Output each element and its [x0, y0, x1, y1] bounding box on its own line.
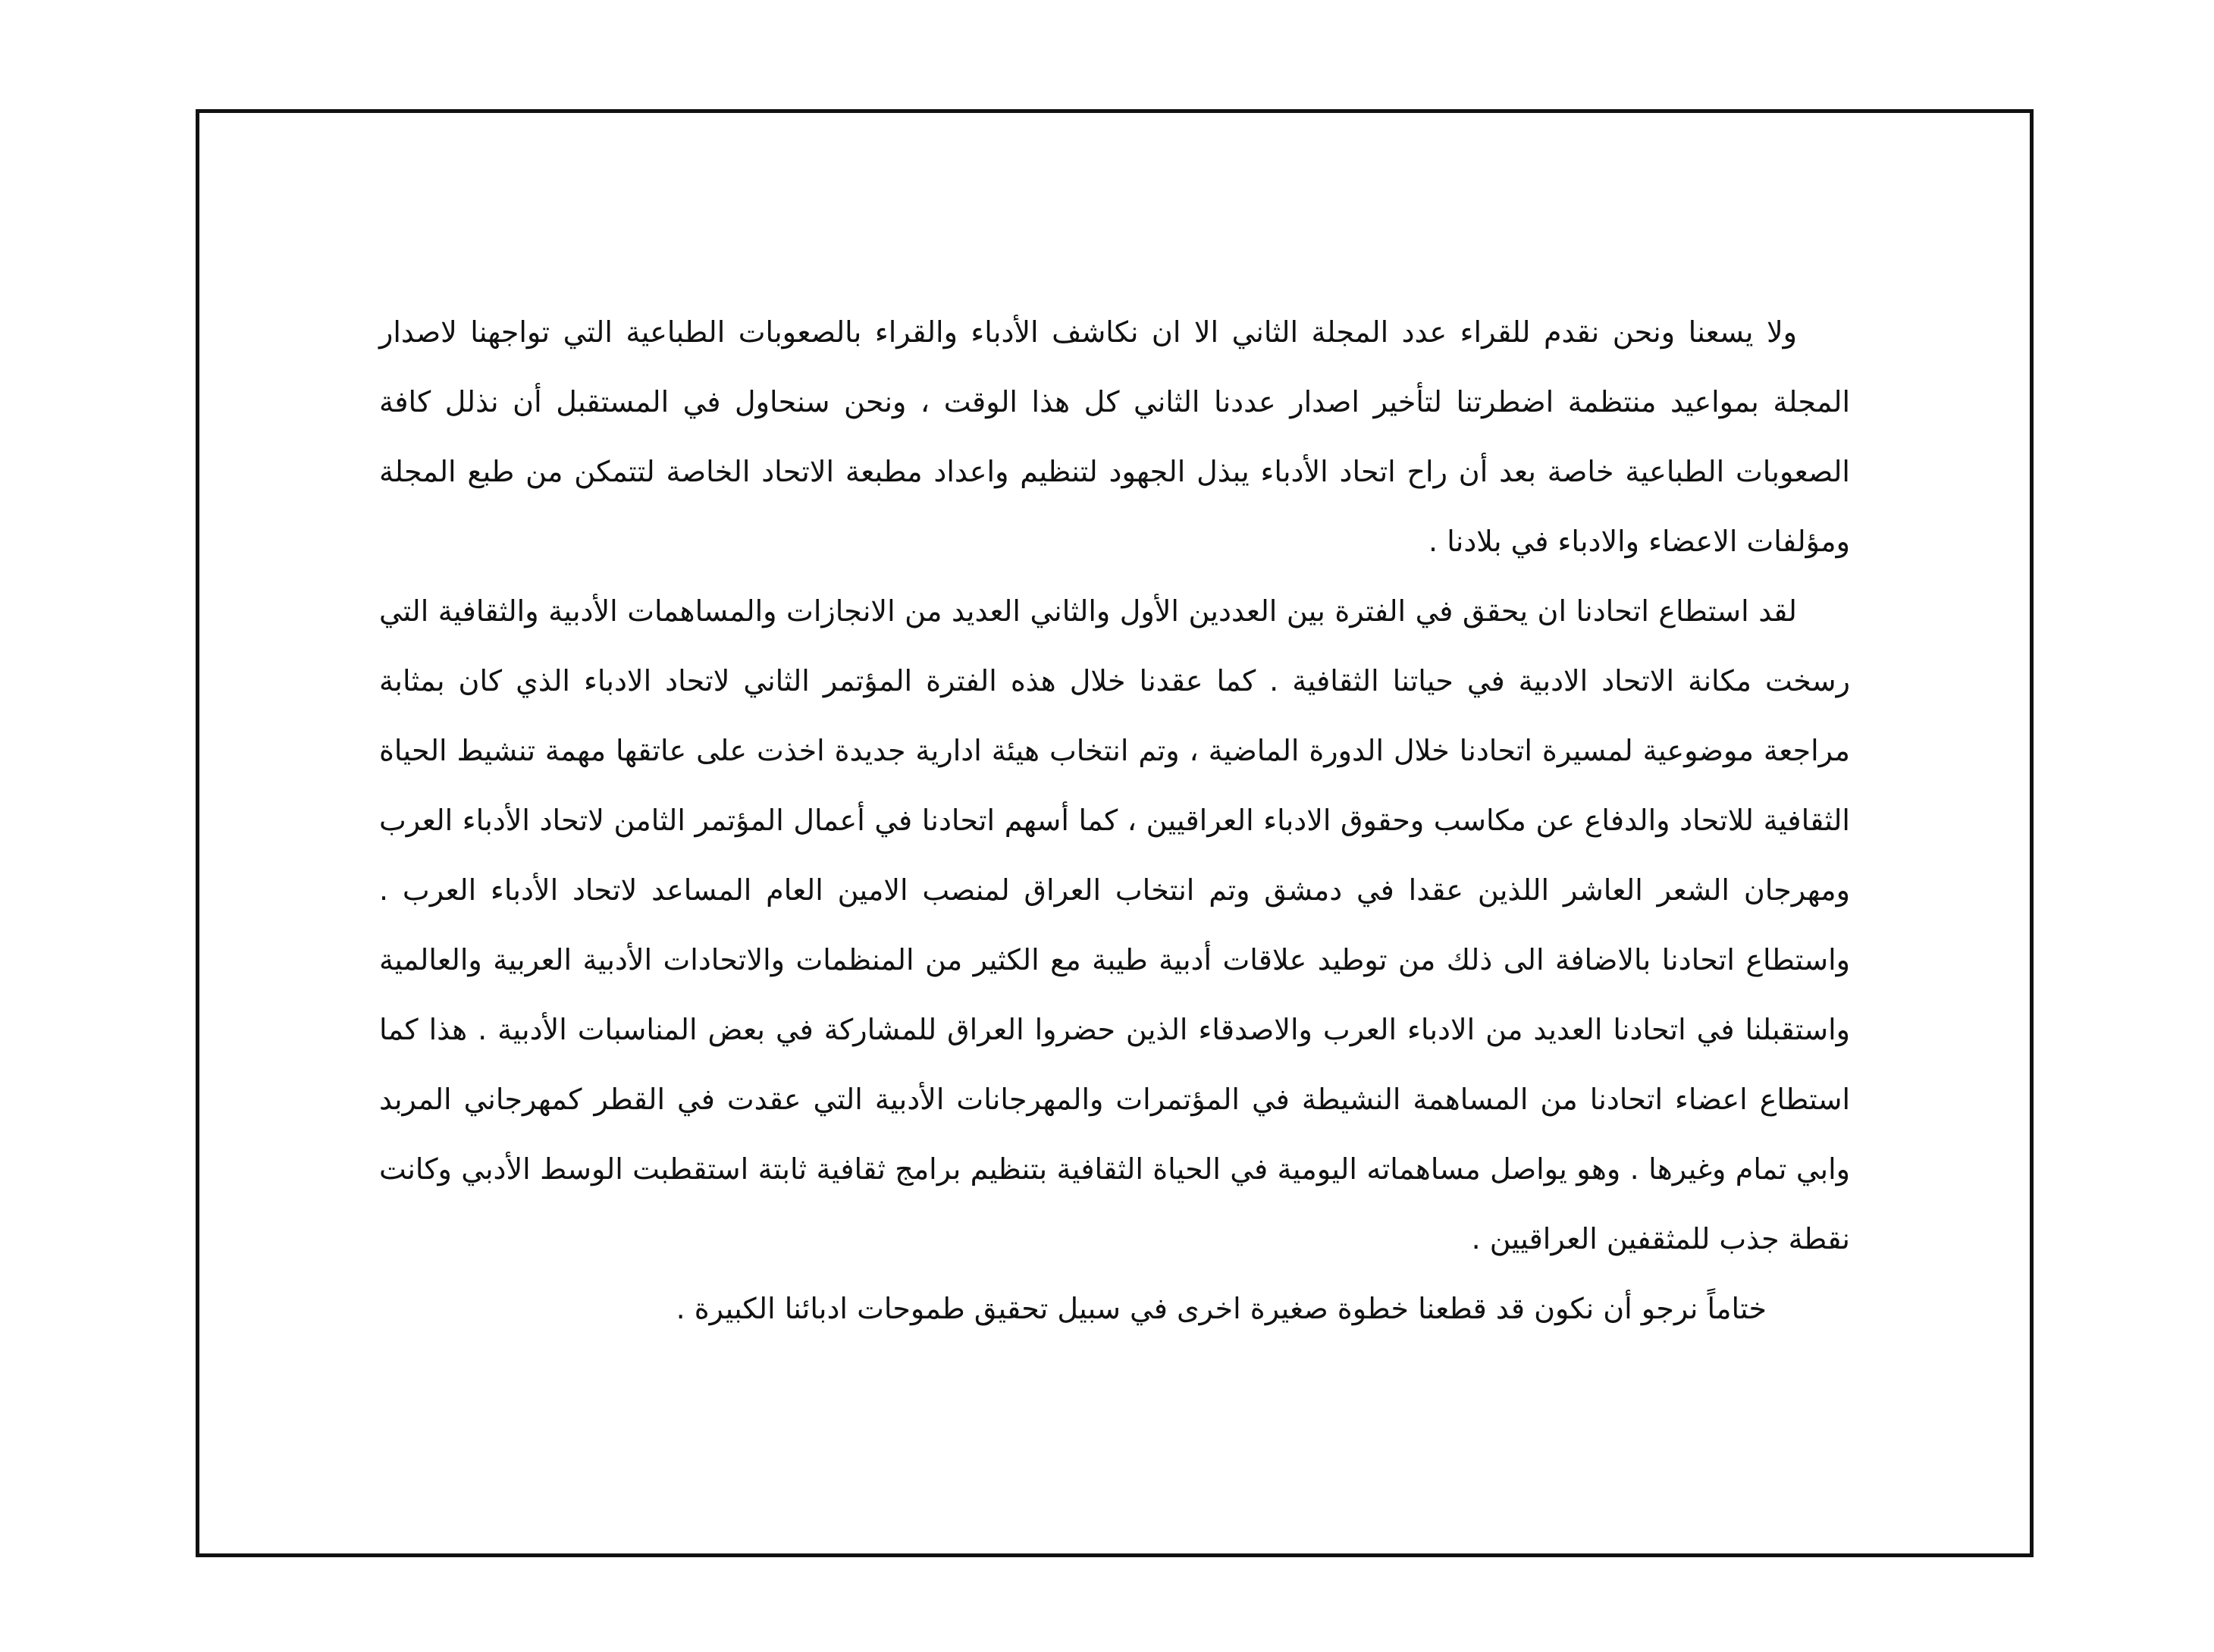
paragraph-2: لقد استطاع اتحادنا ان يحقق في الفترة بين العددين الأول والثاني العديد من الانجازات والمساهمات الأدبية والثقافية التي رسخت مكانة الاتحاد الادبية في حياتنا الثقافية . كما عقدنا خلال هذه الفترة المؤتمر الثاني لاتحاد الادباء الذي كان بمثابة مراجعة موضوعية لمسيرة اتحادنا خلال الدورة الماضية ، وتم انتخاب هيئة ادارية جديدة اخذت على عاتقها مهمة تنشيط الحياة الثقافية للاتحاد والدفاع عن مكاسب وحقوق الادباء العراقيين ، كما أسهم اتحادنا في أعمال المؤتمر الثامن لاتحاد الأدباء العرب ومهرجان الشعر العاشر اللذين عقدا في دمشق وتم انتخاب العراق لمنصب الامين العام المساعد لاتحاد الأدباء العرب . واستطاع اتحادنا بالاضافة الى ذلك من توطيد علاقات أدبية طيبة مع الكثير من المنظمات والاتحادات الأدبية العربية والعالمية واستقبلنا في اتحادنا العديد من الادباء العرب والاصدقاء الذين حضروا العراق للمشاركة في بعض المناسبات الأدبية . هذا كما استطاع اعضاء اتحادنا من المساهمة النشيطة في المؤتمرات والمهرجانات الأدبية التي عقدت في القطر كمهرجاني المربد وابي تمام وغيرها . وهو يواصل مساهماته اليومية في الحياة الثقافية بتنظيم برامج ثقافية ثابتة استقطبت الوسط الأدبي وكانت نقطة جذب للمثقفين العراقيين . — [379, 594, 1850, 1255]
paragraph-3: ختاماً نرجو أن نكون قد قطعنا خطوة صغيرة اخرى في سبيل تحقيق طموحات ادبائنا الكبيرة . — [676, 1292, 1767, 1325]
paragraph-1: ولا يسعنا ونحن نقدم للقراء عدد المجلة الثاني الا ان نكاشف الأدباء والقراء بالصعوبات الطباعية التي تواجهنا لاصدار المجلة بمواعيد منتظمة اضطرتنا لتأخير اصدار عددنا الثاني كل هذا الوقت ، ونحن سنحاول في المستقبل أن نذلل كافة الصعوبات الطباعية خاصة بعد أن راح اتحاد الأدباء يبذل الجهود لتنظيم واعداد مطبعة الاتحاد الخاصة لتتمكن من طبع المجلة ومؤلفات الاعضاء والادباء في بلادنا . — [379, 315, 1850, 558]
article-body — [379, 297, 1850, 1343]
